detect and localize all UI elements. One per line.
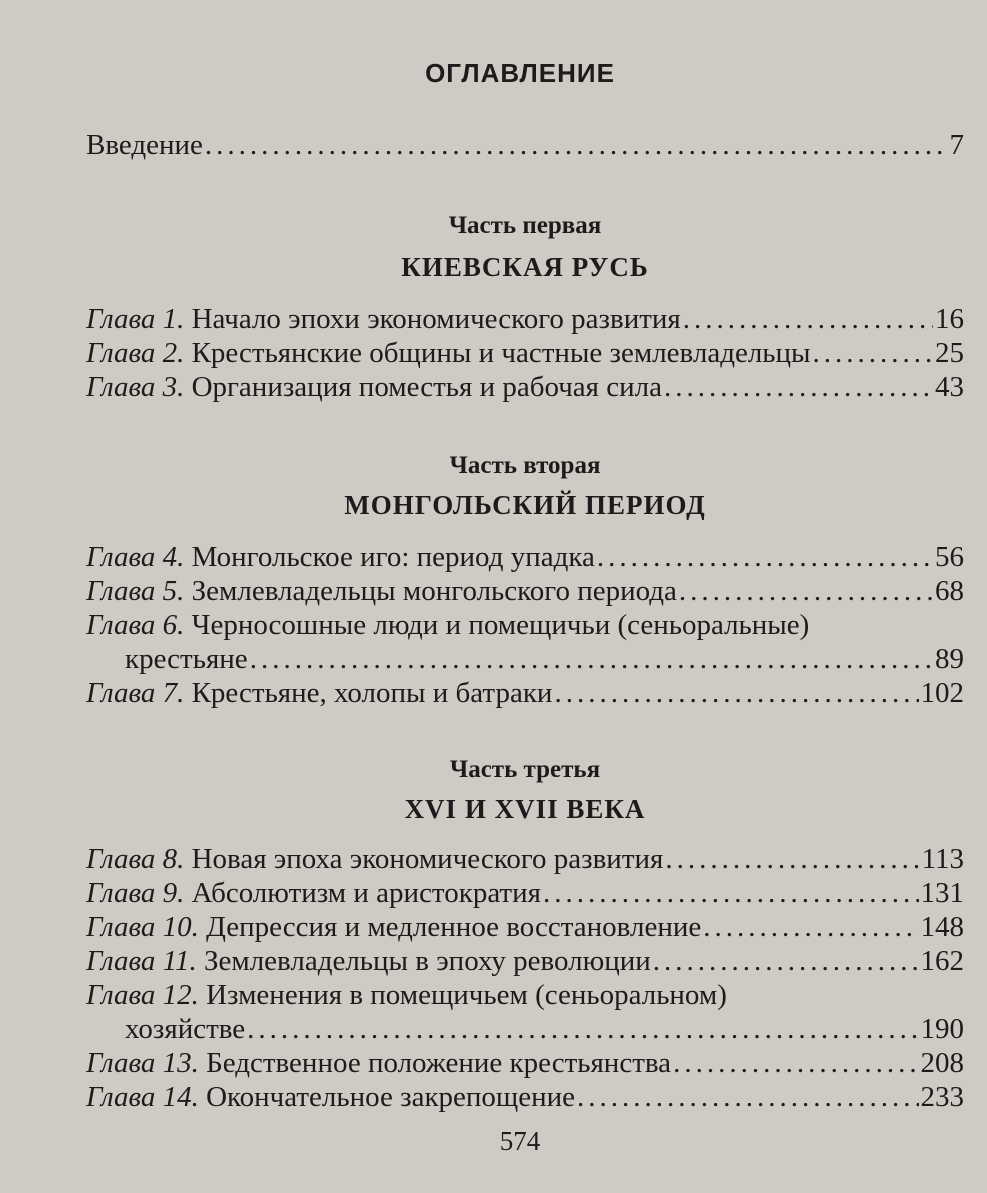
leader-dots xyxy=(543,876,919,910)
entry-label: Введение xyxy=(86,129,203,161)
chapter-number: Глава 10. xyxy=(86,911,199,943)
leader-dots xyxy=(813,336,933,370)
entry-page: 68 xyxy=(935,575,964,607)
toc-entry[interactable] xyxy=(86,676,964,710)
entry-page: 190 xyxy=(920,1013,964,1045)
chapter-number: Глава 13. xyxy=(86,1047,199,1079)
entry-page: 25 xyxy=(935,337,964,369)
chapter-title-continuation: хозяйстве xyxy=(125,1013,246,1045)
leader-dots xyxy=(247,1012,918,1046)
chapter-title: Новая эпоха экономического развития xyxy=(191,843,664,875)
part-label: Часть первая xyxy=(448,212,602,239)
chapter-title: Монгольское иго: период упадка xyxy=(191,541,595,573)
toc-entry[interactable] xyxy=(86,336,964,370)
chapter-number: Глава 8. xyxy=(86,843,185,875)
leader-dots xyxy=(205,128,948,162)
toc-entry[interactable] xyxy=(86,876,964,910)
entry-page: 7 xyxy=(949,129,964,161)
chapter-title-continuation: крестьяне xyxy=(125,643,248,675)
entry-page: 233 xyxy=(920,1081,964,1113)
chapter-number: Глава 2. xyxy=(86,337,185,369)
toc-entry-first-line[interactable] xyxy=(86,608,809,642)
part-label: Часть вторая xyxy=(449,452,601,479)
chapter-title: Бедственное положение крестьянства xyxy=(206,1047,672,1079)
entry-page: 16 xyxy=(935,303,964,335)
toc-entry[interactable] xyxy=(86,540,964,574)
part-title: КИЕВСКАЯ РУСЬ xyxy=(401,252,649,282)
leader-dots xyxy=(250,642,933,676)
toc-entry-continuation[interactable] xyxy=(125,642,964,676)
leader-dots xyxy=(554,676,918,710)
chapter-number: Глава 5. xyxy=(86,575,185,607)
chapter-title: Абсолютизм и аристократия xyxy=(191,877,541,909)
chapter-title: Землевладельцы в эпоху революции xyxy=(203,945,651,977)
entry-page: 131 xyxy=(920,877,964,909)
entry-page: 102 xyxy=(920,677,964,709)
toc-entry[interactable] xyxy=(86,842,964,876)
leader-dots xyxy=(683,302,933,336)
chapter-title: Окончательное закрепощение xyxy=(206,1081,576,1113)
entry-page: 148 xyxy=(920,911,964,943)
chapter-title: Депрессия и медленное восстановление xyxy=(206,911,702,943)
toc-entry[interactable] xyxy=(86,944,964,978)
toc-entry[interactable] xyxy=(86,302,964,336)
leader-dots xyxy=(664,370,933,404)
toc-entry[interactable] xyxy=(86,1080,964,1114)
chapter-title: Организация поместья и рабочая сила xyxy=(191,371,662,403)
leader-dots xyxy=(653,944,919,978)
chapter-title: Крестьянские общины и частные землевладельцы xyxy=(191,337,811,369)
entry-page: 89 xyxy=(935,643,964,675)
toc-entry[interactable] xyxy=(86,1046,964,1080)
leader-dots xyxy=(597,540,933,574)
chapter-number: Глава 11. xyxy=(86,945,197,977)
toc-entry-continuation[interactable] xyxy=(125,1012,964,1046)
entry-page: 113 xyxy=(921,843,964,875)
part-title: МОНГОЛЬСКИЙ ПЕРИОД xyxy=(344,490,706,520)
entry-page: 43 xyxy=(935,371,964,403)
chapter-number: Глава 7. xyxy=(86,677,185,709)
part-title: XVI И XVII ВЕКА xyxy=(404,794,646,824)
leader-dots xyxy=(673,1046,918,1080)
leader-dots xyxy=(703,910,918,944)
entry-page: 208 xyxy=(920,1047,964,1079)
leader-dots xyxy=(577,1080,918,1114)
chapter-title: Черносошные люди и помещичьи (сеньоральные) xyxy=(191,609,810,641)
chapter-number: Глава 9. xyxy=(86,877,185,909)
chapter-number: Глава 14. xyxy=(86,1081,199,1113)
toc-entry-intro[interactable] xyxy=(86,128,964,162)
chapter-number: Глава 3. xyxy=(86,371,185,403)
leader-dots xyxy=(665,842,919,876)
chapter-number: Глава 4. xyxy=(86,541,185,573)
chapter-title: Землевладельцы монгольского периода xyxy=(191,575,677,607)
toc-entry-first-line[interactable] xyxy=(86,978,727,1012)
chapter-number: Глава 1. xyxy=(86,303,185,335)
toc-entry[interactable] xyxy=(86,574,964,608)
chapter-title: Изменения в помещичьем (сеньоральном) xyxy=(206,979,727,1011)
toc-title: ОГЛАВЛЕНИЕ xyxy=(425,58,615,88)
chapter-number: Глава 6. xyxy=(86,609,185,641)
leader-dots xyxy=(679,574,933,608)
toc-entry[interactable] xyxy=(86,370,964,404)
chapter-number: Глава 12. xyxy=(86,979,199,1011)
chapter-title: Крестьяне, холопы и батраки xyxy=(191,677,553,709)
entry-page: 162 xyxy=(920,945,964,977)
part-label: Часть третья xyxy=(449,756,601,783)
page-number: 574 xyxy=(499,1126,541,1156)
chapter-title: Начало эпохи экономического развития xyxy=(191,303,681,335)
toc-entry[interactable] xyxy=(86,910,964,944)
entry-page: 56 xyxy=(935,541,964,573)
